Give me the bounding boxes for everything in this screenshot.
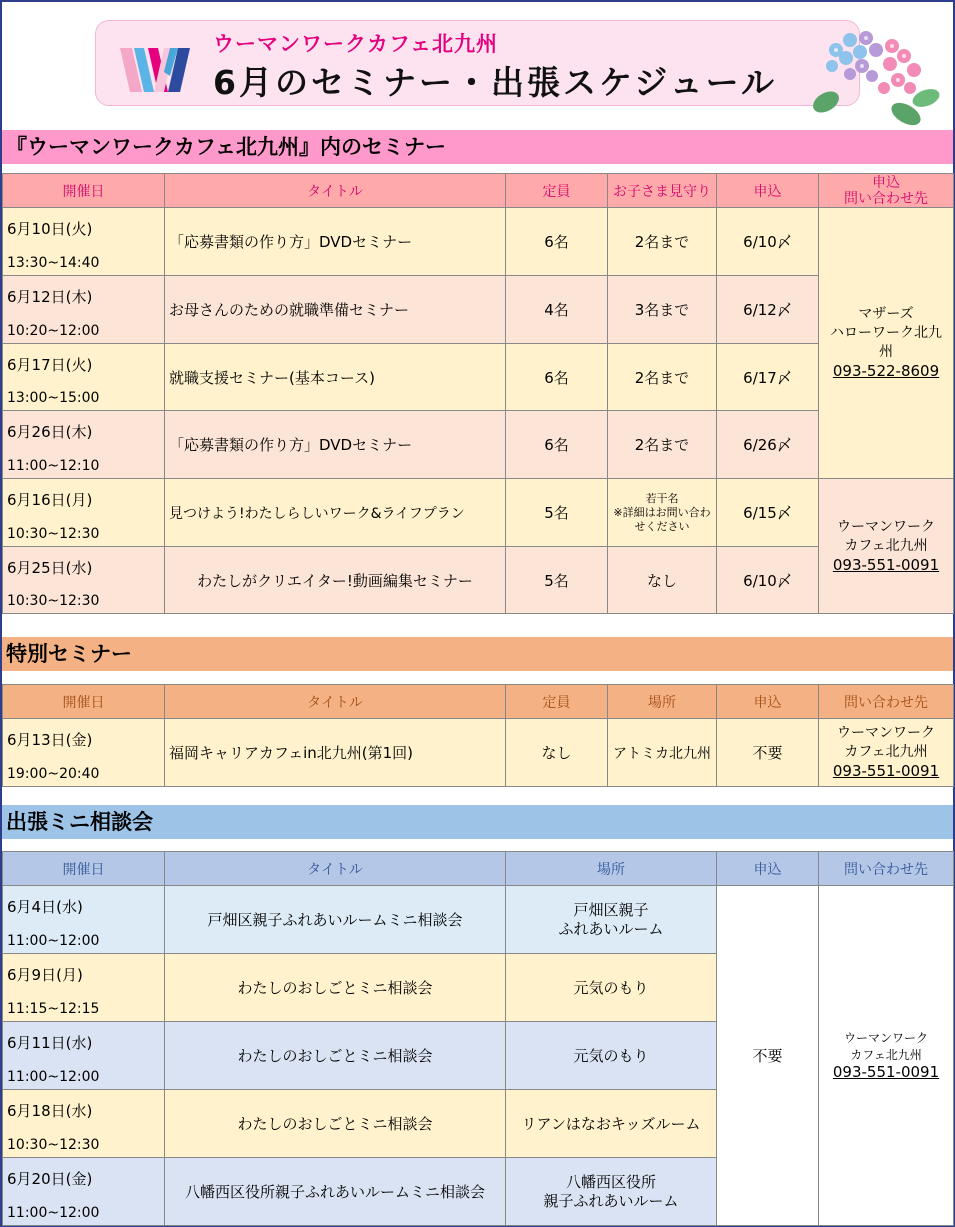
row-capacity: 5名 bbox=[506, 479, 608, 547]
row-time: 10:20~12:00 bbox=[7, 323, 100, 339]
place-line: 戸畑区親子 bbox=[573, 900, 649, 919]
row-date: 6月10日(火) bbox=[7, 220, 93, 238]
row-title: 就職支援セミナー(基本コース) bbox=[165, 344, 506, 411]
row-childcare: 2名まで bbox=[608, 344, 717, 411]
contact-womanwork-cafe bbox=[819, 886, 954, 1226]
table-row bbox=[3, 886, 954, 954]
row-date: 6月13日(金) bbox=[7, 731, 93, 749]
row-date: 6月18日(水) bbox=[7, 1102, 93, 1120]
row-capacity: 6名 bbox=[506, 411, 608, 479]
place-line: ふれあいルーム bbox=[558, 919, 664, 938]
contact-line: ウーマンワーク bbox=[837, 518, 935, 535]
table-row bbox=[3, 208, 954, 276]
col-contact-line1: 申込 bbox=[872, 174, 900, 191]
row-apply: 6/17〆 bbox=[717, 344, 819, 411]
row-apply: 6/15〆 bbox=[717, 479, 819, 547]
col-date: 開催日 bbox=[3, 685, 165, 719]
contact-tel[interactable]: 093-551-0091 bbox=[832, 762, 940, 780]
table-row bbox=[3, 344, 954, 411]
contact-line: マザーズ bbox=[858, 306, 914, 322]
row-title: 「応募書類の作り方」DVDセミナー bbox=[165, 411, 506, 479]
row-date: 6月26日(木) bbox=[7, 423, 93, 441]
contact-line: カフェ北九州 bbox=[844, 537, 928, 554]
row-childcare bbox=[608, 479, 717, 547]
col-title: タイトル bbox=[165, 685, 506, 719]
row-apply: 不要 bbox=[717, 719, 819, 787]
row-place: 元気のもり bbox=[506, 954, 717, 1022]
contact-line: カフェ北九州 bbox=[844, 744, 928, 760]
row-time: 11:00~12:00 bbox=[7, 1205, 100, 1221]
col-contact: 問い合わせ先 bbox=[819, 852, 954, 886]
place-line: 親子ふれあいルーム bbox=[543, 1191, 679, 1210]
contact-line: カフェ北九州 bbox=[850, 1048, 922, 1062]
row-title: 見つけよう!わたしらしいワーク&ライフプラン bbox=[165, 479, 506, 547]
row-date: 6月11日(水) bbox=[7, 1034, 93, 1052]
row-apply: 不要 bbox=[717, 886, 819, 1226]
table-header-row bbox=[3, 685, 954, 719]
banner-subtitle: ウーマンワークカフェ北九州 bbox=[213, 32, 498, 56]
row-place: アトミカ北九州 bbox=[608, 719, 717, 787]
row-title: 福岡キャリアカフェin北九州(第1回) bbox=[165, 719, 506, 787]
row-date: 6月4日(水) bbox=[7, 898, 83, 916]
row-time: 11:15~12:15 bbox=[7, 1001, 100, 1017]
col-apply: 申込 bbox=[717, 852, 819, 886]
row-apply: 6/10〆 bbox=[717, 208, 819, 276]
section-heading-special-seminar: 特別セミナー bbox=[2, 637, 953, 671]
table-row bbox=[3, 719, 954, 787]
row-date: 6月9日(月) bbox=[7, 966, 83, 984]
row-capacity: 4名 bbox=[506, 276, 608, 344]
w-logo bbox=[118, 42, 196, 98]
row-place bbox=[506, 886, 717, 954]
row-place: 元気のもり bbox=[506, 1022, 717, 1090]
table-row bbox=[3, 479, 954, 547]
contact-line: 州 bbox=[879, 344, 893, 360]
row-apply: 6/10〆 bbox=[717, 547, 819, 614]
col-date: 開催日 bbox=[3, 174, 165, 208]
place-line: 八幡西区役所 bbox=[565, 1172, 656, 1191]
row-time: 13:30~14:40 bbox=[7, 255, 100, 271]
col-contact: 問い合わせ先 bbox=[819, 685, 954, 719]
contact-line: ウーマンワーク bbox=[837, 725, 935, 741]
col-capacity: 定員 bbox=[506, 685, 608, 719]
row-title: わたしのおしごとミニ相談会 bbox=[165, 954, 506, 1022]
section-heading-cafe-seminars: 『ウーマンワークカフェ北九州』内のセミナー bbox=[2, 130, 953, 164]
table-header-row bbox=[3, 852, 954, 886]
row-place: リアンはなおキッズルーム bbox=[506, 1090, 717, 1158]
row-time: 11:00~12:00 bbox=[7, 933, 100, 949]
table-row bbox=[3, 411, 954, 479]
contact-tel[interactable]: 093-522-8609 bbox=[832, 362, 940, 380]
special-seminar-table bbox=[2, 684, 954, 787]
col-title: タイトル bbox=[165, 174, 506, 208]
contact-tel[interactable]: 093-551-0091 bbox=[832, 1063, 940, 1081]
row-date: 6月17日(火) bbox=[7, 356, 93, 374]
section-heading-mini-consultation: 出張ミニ相談会 bbox=[2, 805, 953, 839]
contact-line: ハローワーク北九 bbox=[830, 325, 942, 341]
childcare-line: せください bbox=[634, 519, 690, 533]
contact-womanwork-cafe bbox=[819, 719, 954, 787]
row-childcare: なし bbox=[608, 547, 717, 614]
col-apply: 申込 bbox=[717, 685, 819, 719]
row-title: わたしのおしごとミニ相談会 bbox=[165, 1022, 506, 1090]
col-place: 場所 bbox=[608, 685, 717, 719]
row-date: 6月25日(水) bbox=[7, 559, 93, 577]
row-title: 戸畑区親子ふれあいルームミニ相談会 bbox=[165, 886, 506, 954]
childcare-line: ※詳細はお問い合わ bbox=[613, 505, 711, 519]
col-childcare: お子さま見守り bbox=[608, 174, 717, 208]
table-row bbox=[3, 276, 954, 344]
row-title: お母さんのための就職準備セミナー bbox=[165, 276, 506, 344]
contact-mothers-hellowork bbox=[819, 208, 954, 479]
col-capacity: 定員 bbox=[506, 174, 608, 208]
row-capacity: なし bbox=[506, 719, 608, 787]
row-title: わたしのおしごとミニ相談会 bbox=[165, 1090, 506, 1158]
banner-title: 6月のセミナー・出張スケジュール bbox=[213, 63, 777, 102]
row-apply: 6/26〆 bbox=[717, 411, 819, 479]
row-title: 「応募書類の作り方」DVDセミナー bbox=[165, 208, 506, 276]
row-title: 八幡西区役所親子ふれあいルームミニ相談会 bbox=[165, 1158, 506, 1226]
row-date: 6月12日(木) bbox=[7, 288, 93, 306]
row-time: 13:00~15:00 bbox=[7, 390, 100, 406]
row-date: 6月16日(月) bbox=[7, 491, 93, 509]
col-place: 場所 bbox=[506, 852, 717, 886]
row-time: 11:00~12:00 bbox=[7, 1069, 100, 1085]
childcare-line: 若干名 bbox=[645, 491, 679, 505]
table-header-row bbox=[3, 174, 954, 208]
row-place bbox=[506, 1158, 717, 1226]
row-time: 11:00~12:10 bbox=[7, 458, 100, 474]
col-title: タイトル bbox=[165, 852, 506, 886]
table-row bbox=[3, 547, 954, 614]
contact-line: ウーマンワーク bbox=[843, 1031, 928, 1045]
row-childcare: 2名まで bbox=[608, 411, 717, 479]
hydrangea-icon bbox=[806, 10, 946, 130]
contact-tel[interactable]: 093-551-0091 bbox=[832, 555, 940, 574]
row-time: 19:00~20:40 bbox=[7, 766, 100, 782]
row-capacity: 6名 bbox=[506, 208, 608, 276]
col-apply: 申込 bbox=[717, 174, 819, 208]
cafe-seminar-table bbox=[2, 173, 954, 614]
row-capacity: 6名 bbox=[506, 344, 608, 411]
row-childcare: 2名まで bbox=[608, 208, 717, 276]
row-title: わたしがクリエイター!動画編集セミナー bbox=[165, 547, 506, 614]
row-time: 10:30~12:30 bbox=[7, 593, 100, 609]
row-childcare: 3名まで bbox=[608, 276, 717, 344]
contact-womanwork-cafe bbox=[819, 479, 954, 614]
col-contact bbox=[819, 174, 954, 208]
row-time: 10:30~12:30 bbox=[7, 526, 100, 542]
row-date: 6月20日(金) bbox=[7, 1170, 93, 1188]
col-contact-line2: 問い合わせ先 bbox=[844, 190, 928, 207]
row-time: 10:30~12:30 bbox=[7, 1137, 100, 1153]
col-date: 開催日 bbox=[3, 852, 165, 886]
mini-consultation-table bbox=[2, 851, 954, 1226]
row-capacity: 5名 bbox=[506, 547, 608, 614]
row-apply: 6/12〆 bbox=[717, 276, 819, 344]
